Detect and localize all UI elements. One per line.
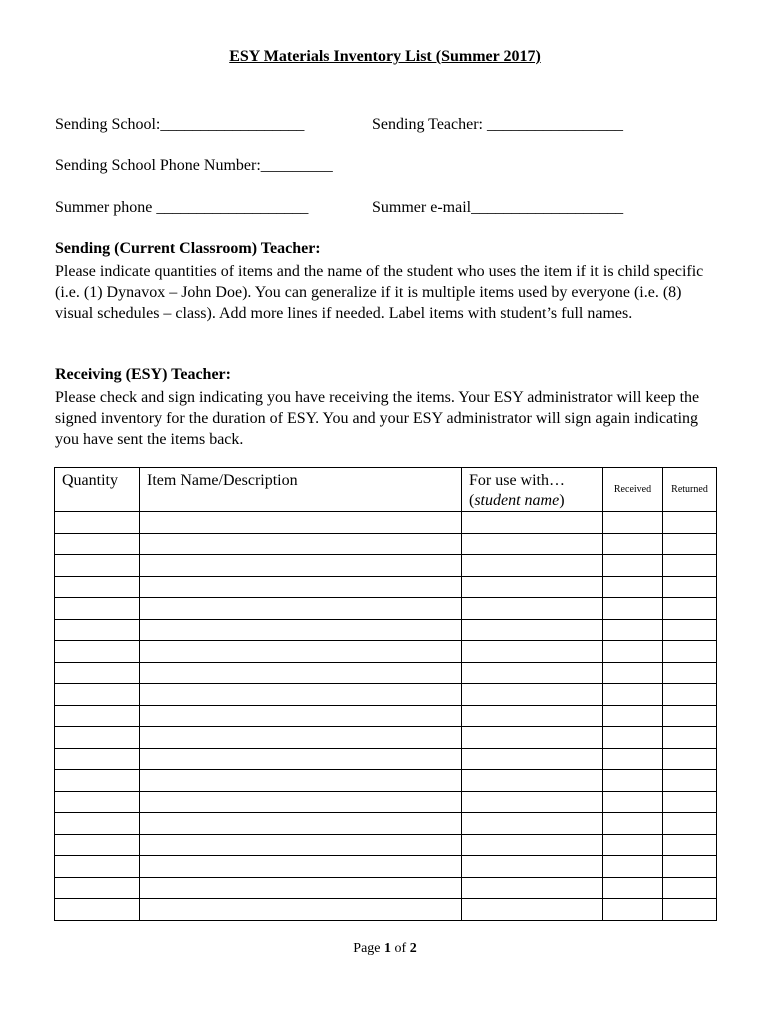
received-cell[interactable] (603, 576, 663, 598)
quantity-cell[interactable] (55, 555, 140, 577)
returned-cell[interactable] (663, 899, 717, 921)
item-cell[interactable] (140, 662, 462, 684)
received-header: Received (603, 468, 663, 512)
item-cell[interactable] (140, 512, 462, 534)
inventory-row (55, 877, 717, 899)
quantity-cell[interactable] (55, 619, 140, 641)
returned-cell[interactable] (663, 770, 717, 792)
inventory-row (55, 619, 717, 641)
inventory-row (55, 555, 717, 577)
returned-cell[interactable] (663, 555, 717, 577)
received-cell[interactable] (603, 770, 663, 792)
item-cell[interactable] (140, 770, 462, 792)
page-footer: Page 1 of 2 (353, 941, 417, 956)
quantity-cell[interactable] (55, 813, 140, 835)
item-cell[interactable] (140, 877, 462, 899)
receiving-teacher-instructions: Please check and sign indicating you have receiving the items. Your ESY administrator will keep the signed inventory for the duration of ESY. You and your ESY administrator will sign again indicating you have sent the items back. (55, 389, 700, 448)
document-title: ESY Materials Inventory List (Summer 2017) (229, 48, 541, 65)
item-cell[interactable] (140, 619, 462, 641)
received-cell[interactable] (603, 555, 663, 577)
returned-cell[interactable] (663, 877, 717, 899)
inventory-row (55, 748, 717, 770)
item-cell[interactable] (140, 684, 462, 706)
student-cell[interactable] (462, 598, 603, 620)
quantity-cell[interactable] (55, 727, 140, 749)
returned-cell[interactable] (663, 748, 717, 770)
inventory-row (55, 533, 717, 555)
quantity-cell[interactable] (55, 684, 140, 706)
inventory-header-row (55, 468, 717, 512)
student-cell[interactable] (462, 576, 603, 598)
item-cell[interactable] (140, 899, 462, 921)
inventory-row (55, 598, 717, 620)
inventory-row (55, 576, 717, 598)
returned-cell[interactable] (663, 684, 717, 706)
sending-school-field[interactable]: Sending School:__________________ (55, 116, 305, 133)
returned-cell[interactable] (663, 619, 717, 641)
sending-teacher-instructions: Please indicate quantities of items and the name of the student who uses the item if it is child specific (i.e. (1) Dynavox – John Doe). You can generalize if it is multiple items used by everyone (i.e. (8) visual schedules – class). Add more lines if needed. Label items with student’s full names. (55, 263, 704, 322)
summer-email-field[interactable]: Summer e-mail___________________ (372, 199, 624, 216)
received-cell[interactable] (603, 791, 663, 813)
inventory-row (55, 791, 717, 813)
inventory-row (55, 834, 717, 856)
inventory-row (55, 899, 717, 921)
quantity-cell[interactable] (55, 791, 140, 813)
inventory-row (55, 770, 717, 792)
inventory-row (55, 705, 717, 727)
student-cell[interactable] (462, 834, 603, 856)
received-cell[interactable] (603, 641, 663, 663)
student-cell[interactable] (462, 813, 603, 835)
inventory-row (55, 813, 717, 835)
returned-cell[interactable] (663, 813, 717, 835)
quantity-cell[interactable] (55, 834, 140, 856)
item-cell[interactable] (140, 748, 462, 770)
inventory-row (55, 641, 717, 663)
receiving-teacher-heading: Receiving (ESY) Teacher: (55, 366, 231, 383)
quantity-cell[interactable] (55, 641, 140, 663)
received-cell[interactable] (603, 834, 663, 856)
student-cell[interactable] (462, 791, 603, 813)
received-cell[interactable] (603, 899, 663, 921)
student-cell[interactable] (462, 533, 603, 555)
received-cell[interactable] (603, 684, 663, 706)
returned-cell[interactable] (663, 576, 717, 598)
student-cell[interactable] (462, 727, 603, 749)
quantity-cell[interactable] (55, 877, 140, 899)
inventory-row (55, 684, 717, 706)
student-cell[interactable] (462, 641, 603, 663)
quantity-cell[interactable] (55, 598, 140, 620)
quantity-cell[interactable] (55, 748, 140, 770)
school-phone-field[interactable]: Sending School Phone Number:_________ (55, 157, 333, 174)
item-cell[interactable] (140, 791, 462, 813)
received-cell[interactable] (603, 856, 663, 878)
returned-cell[interactable] (663, 662, 717, 684)
student-cell[interactable] (462, 856, 603, 878)
received-cell[interactable] (603, 533, 663, 555)
quantity-header: Quantity (55, 468, 140, 512)
returned-cell[interactable] (663, 727, 717, 749)
student-cell[interactable] (462, 512, 603, 534)
returned-cell[interactable] (663, 791, 717, 813)
returned-cell[interactable] (663, 641, 717, 663)
inventory-table (54, 467, 717, 921)
quantity-cell[interactable] (55, 856, 140, 878)
returned-cell[interactable] (663, 512, 717, 534)
item-cell[interactable] (140, 576, 462, 598)
returned-cell[interactable] (663, 856, 717, 878)
returned-cell[interactable] (663, 533, 717, 555)
received-cell[interactable] (603, 512, 663, 534)
quantity-cell[interactable] (55, 512, 140, 534)
student-cell[interactable] (462, 684, 603, 706)
quantity-cell[interactable] (55, 899, 140, 921)
item-cell[interactable] (140, 856, 462, 878)
item-description-header: Item Name/Description (140, 468, 462, 512)
returned-cell[interactable] (663, 598, 717, 620)
sending-teacher-heading: Sending (Current Classroom) Teacher: (55, 240, 321, 257)
returned-header: Returned (663, 468, 717, 512)
received-cell[interactable] (603, 662, 663, 684)
student-cell[interactable] (462, 619, 603, 641)
quantity-cell[interactable] (55, 533, 140, 555)
student-cell[interactable] (462, 877, 603, 899)
returned-cell[interactable] (663, 705, 717, 727)
quantity-cell[interactable] (55, 705, 140, 727)
item-cell[interactable] (140, 705, 462, 727)
quantity-cell[interactable] (55, 662, 140, 684)
student-cell[interactable] (462, 555, 603, 577)
received-cell[interactable] (603, 877, 663, 899)
quantity-cell[interactable] (55, 770, 140, 792)
for-use-with-header: For use with… (student name) (462, 468, 603, 512)
item-cell[interactable] (140, 555, 462, 577)
quantity-cell[interactable] (55, 576, 140, 598)
returned-cell[interactable] (663, 834, 717, 856)
inventory-row (55, 856, 717, 878)
inventory-row (55, 512, 717, 534)
sending-teacher-field[interactable]: Sending Teacher: _________________ (372, 116, 623, 133)
received-cell[interactable] (603, 705, 663, 727)
item-cell[interactable] (140, 641, 462, 663)
item-cell[interactable] (140, 834, 462, 856)
received-cell[interactable] (603, 813, 663, 835)
received-cell[interactable] (603, 619, 663, 641)
received-cell[interactable] (603, 727, 663, 749)
item-cell[interactable] (140, 598, 462, 620)
student-cell[interactable] (462, 899, 603, 921)
inventory-row (55, 662, 717, 684)
item-cell[interactable] (140, 533, 462, 555)
student-cell[interactable] (462, 770, 603, 792)
summer-phone-field[interactable]: Summer phone ___________________ (55, 199, 309, 216)
item-cell[interactable] (140, 813, 462, 835)
student-cell[interactable] (462, 705, 603, 727)
student-cell[interactable] (462, 748, 603, 770)
item-cell[interactable] (140, 727, 462, 749)
student-cell[interactable] (462, 662, 603, 684)
inventory-row (55, 727, 717, 749)
received-cell[interactable] (603, 598, 663, 620)
received-cell[interactable] (603, 748, 663, 770)
